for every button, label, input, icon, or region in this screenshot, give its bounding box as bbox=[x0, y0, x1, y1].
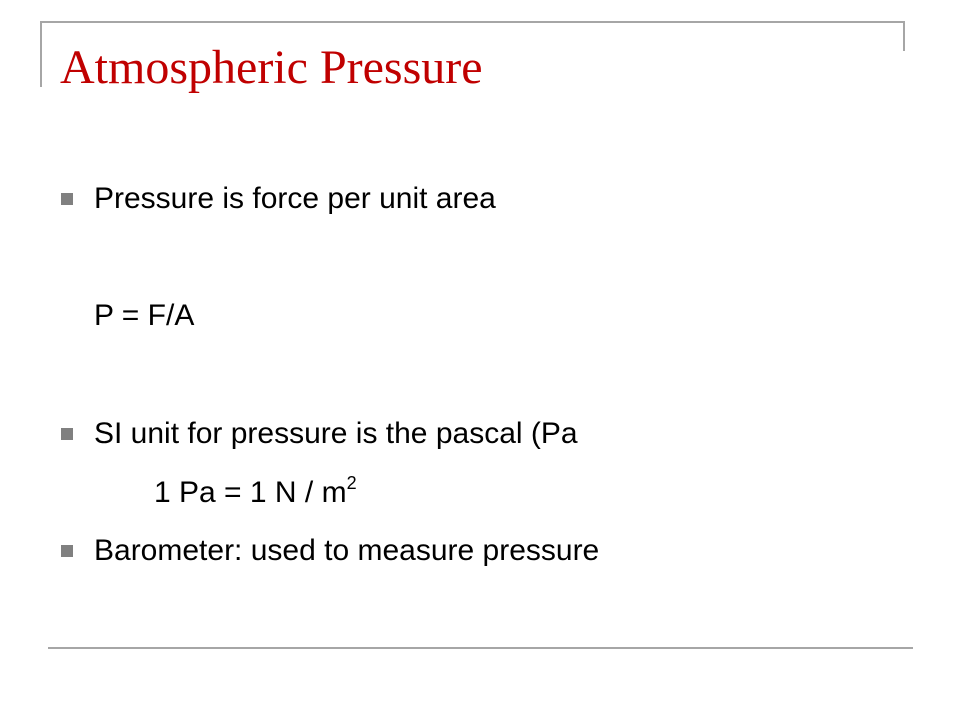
slide-title: Atmospheric Pressure bbox=[60, 41, 483, 94]
bullet-barometer: Barometer: used to measure pressure bbox=[94, 534, 600, 567]
formula-pressure: P = F/A bbox=[94, 299, 195, 332]
bullet-pressure-definition: Pressure is force per unit area bbox=[94, 182, 496, 215]
bullet-icon bbox=[61, 545, 73, 557]
pascal-definition-text: 1 Pa = 1 N / m bbox=[154, 476, 347, 509]
bullet-icon bbox=[61, 428, 73, 440]
footer-rule bbox=[48, 647, 913, 649]
pascal-definition-exponent: 2 bbox=[346, 473, 357, 493]
pascal-definition bbox=[154, 475, 357, 511]
bullet-si-unit: SI unit for pressure is the pascal (Pa bbox=[94, 417, 578, 450]
bullet-icon bbox=[61, 193, 73, 205]
